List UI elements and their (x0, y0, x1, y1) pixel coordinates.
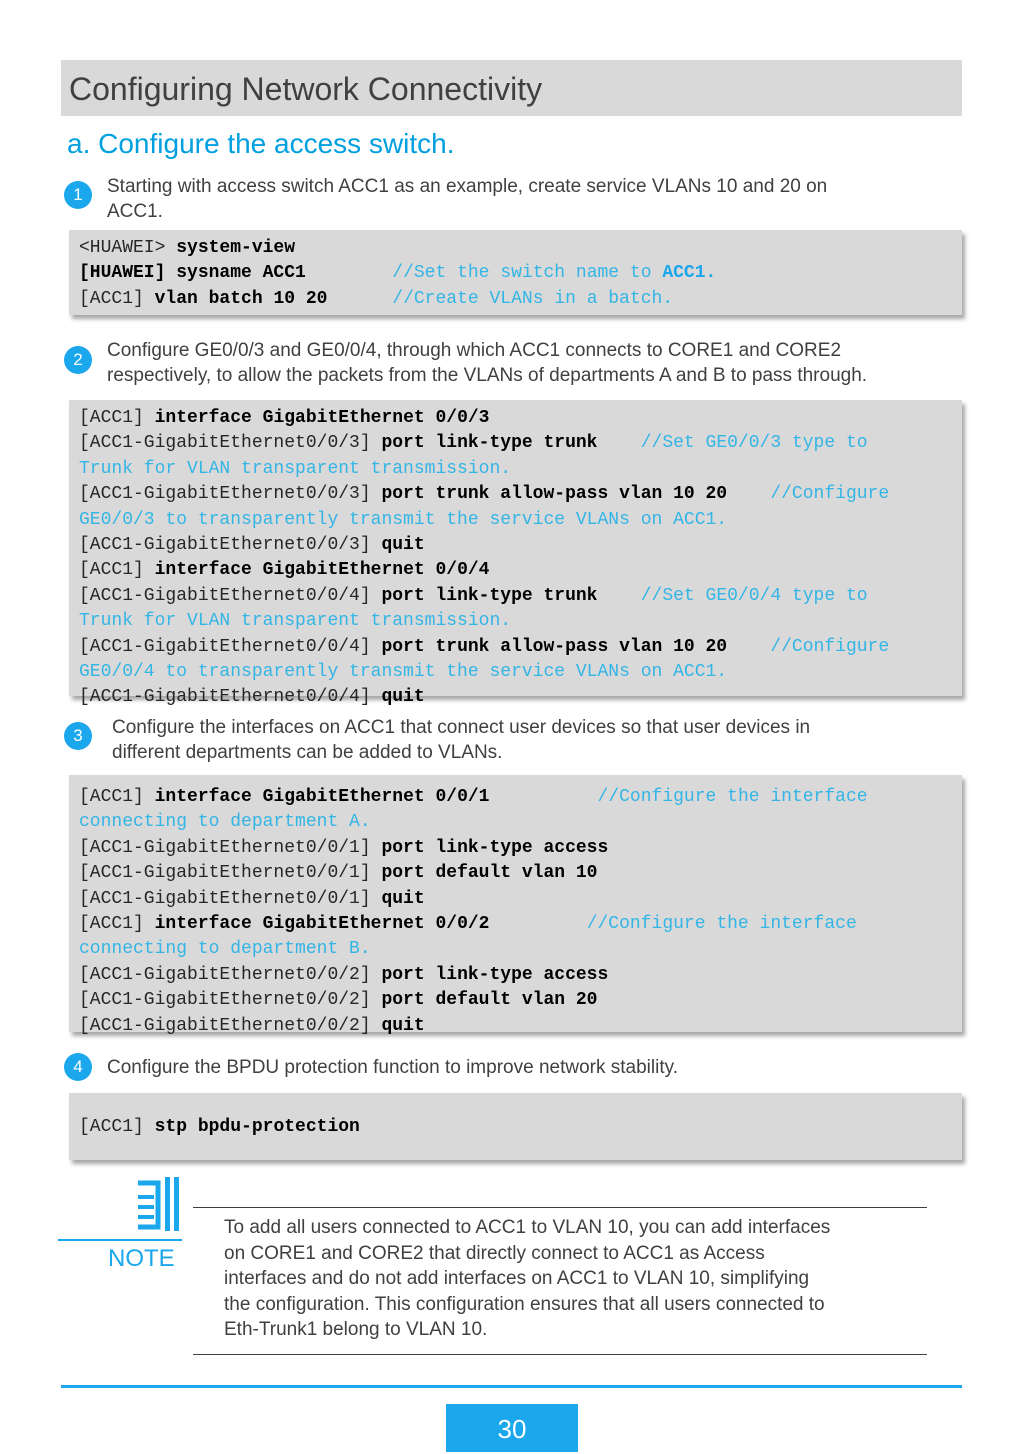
code-line: [ACC1-GigabitEthernet0/0/4] port trunk allow-pass vlan 10 20 //Configure (79, 636, 890, 657)
code-line: [ACC1] vlan batch 10 20 //Create VLANs in a batch. (79, 288, 674, 309)
step-badge-4: 4 (64, 1053, 92, 1081)
code-line: [ACC1] interface GigabitEthernet 0/0/3 (79, 408, 490, 428)
step-badge-3: 3 (64, 722, 92, 750)
note-text: To add all users connected to ACC1 to VLAN 10, you can add interfaces on CORE1 and CORE2 that directly connect to ACC1 as Access interfaces and do not add interfaces on ACC1 to VLAN 10, simplifying the configuration. This configuration ensures that all users connected to Eth-Trunk1 belong to VLAN 10. (224, 1217, 831, 1340)
code-line: [ACC1-GigabitEthernet0/0/1] port link-type access (79, 837, 609, 858)
code-line: connecting to department B. (79, 939, 371, 960)
code-line: connecting to department A. (79, 812, 371, 833)
section-subtitle: a. Configure the access switch. (67, 128, 455, 159)
note-document-icon (134, 1175, 182, 1235)
code-line: [ACC1-GigabitEthernet0/0/2] port link-type access (79, 964, 609, 985)
code-block-3 (69, 775, 962, 1036)
code-block-1 (69, 230, 962, 315)
code-line: [ACC1] interface GigabitEthernet 0/0/4 (79, 560, 490, 581)
step-2-text: Configure GE0/0/3 and GE0/0/4, through which ACC1 connects to CORE1 and CORE2 respectively, to allow the packets from the VLANs of departments A and B to pass through. (107, 340, 868, 386)
step-badge-2: 2 (64, 346, 92, 374)
note-label: NOTE (108, 1245, 175, 1272)
code-line: [ACC1-GigabitEthernet0/0/1] quit (79, 888, 425, 909)
code-line: [ACC1-GigabitEthernet0/0/2] port default vlan 20 (79, 990, 598, 1011)
footer-rule (61, 1385, 962, 1388)
code-block-4 (69, 1093, 962, 1160)
code-line: [ACC1-GigabitEthernet0/0/2] quit (79, 1015, 425, 1036)
step-1-text: Starting with access switch ACC1 as an example, create service VLANs 10 and 20 on ACC1. (107, 176, 828, 222)
step-3-text: Configure the interfaces on ACC1 that connect user devices so that user devices in different departments can be added to VLANs. (112, 717, 811, 763)
code-line: [ACC1] interface GigabitEthernet 0/0/2 //Configure the interface (79, 914, 857, 935)
note-top-rule (193, 1207, 927, 1208)
code-line: [ACC1] interface GigabitEthernet 0/0/1 //Configure the interface (79, 787, 868, 807)
note-underline (58, 1239, 182, 1241)
code-line: GE0/0/4 to transparently transmit the service VLANs on ACC1. (79, 662, 728, 683)
step-badge-1: 1 (64, 181, 92, 209)
code-line: <HUAWEI> system-view (79, 238, 296, 258)
code-line: [ACC1-GigabitEthernet0/0/4] port link-type trunk //Set GE0/0/4 type to (79, 585, 868, 606)
code-line: [ACC1-GigabitEthernet0/0/1] port default vlan 10 (79, 863, 598, 884)
code-line: [ACC1-GigabitEthernet0/0/3] quit (79, 535, 425, 556)
page-number: 30 (446, 1404, 578, 1452)
code-line: [ACC1] stp bpdu-protection (79, 1117, 360, 1137)
code-line: [HUAWEI] sysname ACC1 //Set the switch name to ACC1. (79, 263, 717, 284)
code-block-2 (69, 400, 962, 708)
code-line: GE0/0/3 to transparently transmit the service VLANs on ACC1. (79, 509, 728, 530)
page-title: Configuring Network Connectivity (61, 60, 962, 116)
code-line: [ACC1-GigabitEthernet0/0/3] port link-type trunk //Set GE0/0/3 type to (79, 433, 868, 454)
note-bottom-rule (193, 1354, 927, 1355)
code-line: [ACC1-GigabitEthernet0/0/4] quit (79, 687, 425, 708)
code-line: Trunk for VLAN transparent transmission. (79, 611, 512, 632)
code-line: [ACC1-GigabitEthernet0/0/3] port trunk allow-pass vlan 10 20 //Configure (79, 484, 890, 505)
code-line: Trunk for VLAN transparent transmission. (79, 458, 512, 479)
step-4-text: Configure the BPDU protection function to improve network stability. (107, 1057, 678, 1078)
